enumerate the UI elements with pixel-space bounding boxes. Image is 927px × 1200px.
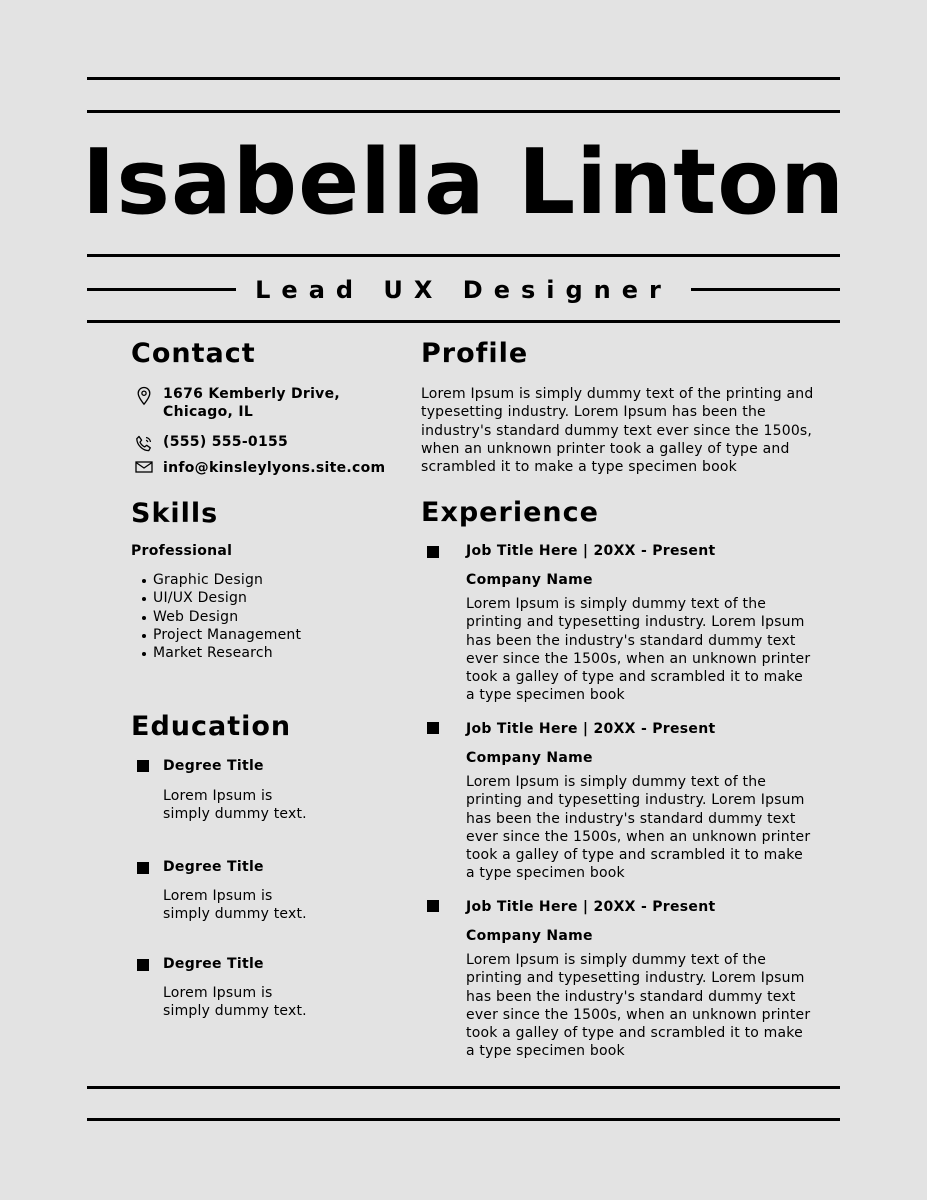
job-title: Job Title Here | 20XX - Present — [466, 543, 716, 559]
company-name: Company Name — [466, 572, 593, 588]
education-heading: Education — [131, 711, 292, 742]
phone-icon — [131, 434, 157, 452]
education-bullet — [137, 760, 149, 772]
skill-item: Market Research — [131, 644, 301, 662]
experience-bullet — [427, 900, 439, 912]
education-bullet — [137, 959, 149, 971]
address-line-1: 1676 Kemberly Drive, — [163, 386, 341, 402]
envelope-icon — [131, 460, 157, 478]
skill-item: UI/UX Design — [131, 589, 301, 607]
contact-phone — [131, 433, 288, 452]
skill-item: Graphic Design — [131, 571, 301, 589]
experience-bullet — [427, 722, 439, 734]
job-title: Job Title Here | 20XX - Present — [466, 721, 716, 737]
role-divider-top — [87, 254, 840, 257]
role-divider-bottom — [87, 320, 840, 323]
job-title: Job Title Here | 20XX - Present — [466, 899, 716, 915]
bottom-divider-2 — [87, 1118, 840, 1121]
contact-heading: Contact — [131, 338, 256, 369]
profile-heading: Profile — [421, 338, 529, 369]
job-role: Lead UX Designer — [255, 276, 672, 304]
skills-heading: Skills — [131, 498, 219, 529]
skill-item: Project Management — [131, 626, 301, 644]
experience-bullet — [427, 546, 439, 558]
role-divider-left — [87, 288, 236, 291]
skill-item: Web Design — [131, 608, 301, 626]
bottom-divider-1 — [87, 1086, 840, 1089]
location-pin-icon — [131, 386, 157, 404]
phone-number: (555) 555-0155 — [163, 434, 289, 450]
role-divider-right — [691, 288, 840, 291]
degree-title: Degree Title — [163, 859, 264, 875]
contact-email — [131, 459, 385, 478]
resume-name: Isabella Linton — [81, 130, 846, 235]
company-name: Company Name — [466, 750, 593, 766]
job-description: Lorem Ipsum is simply dummy text of the printing and typesetting industry. Lorem Ipsum has been the industry's standard dummy text ever since the 1500s, when an unknown printer took a galley of type and scrambled it to make a type specimen book — [466, 596, 811, 704]
address-line-2: Chicago, IL — [163, 404, 254, 420]
job-description: Lorem Ipsum is simply dummy text of the printing and typesetting industry. Lorem Ipsum has been the industry's standard dummy text ever since the 1500s, when an unknown printer took a galley of type and scrambled it to make a type specimen book — [466, 774, 811, 882]
education-bullet — [137, 862, 149, 874]
skills-list — [131, 571, 301, 662]
email-address: info@kinsleylyons.site.com — [163, 460, 386, 476]
top-divider-2 — [87, 110, 840, 113]
degree-description: Lorem Ipsum is simply dummy text. — [163, 788, 307, 823]
degree-title: Degree Title — [163, 758, 264, 774]
top-divider-1 — [87, 77, 840, 80]
experience-heading: Experience — [421, 497, 599, 528]
degree-description: Lorem Ipsum is simply dummy text. — [163, 985, 307, 1020]
job-description: Lorem Ipsum is simply dummy text of the printing and typesetting industry. Lorem Ipsum has been the industry's standard dummy text ever since the 1500s, when an unknown printer took a galley of type and scrambled it to make a type specimen book — [466, 952, 811, 1060]
degree-title: Degree Title — [163, 956, 264, 972]
profile-text: Lorem Ipsum is simply dummy text of the printing and typesetting industry. Lorem Ipsum has been the industry's standard dummy text ever since the 1500s, when an unknown printer took a galley of type and scrambled it to make a type specimen book — [421, 386, 814, 476]
company-name: Company Name — [466, 928, 593, 944]
degree-description: Lorem Ipsum is simply dummy text. — [163, 888, 307, 923]
contact-address — [131, 385, 340, 421]
skills-subheading: Professional — [131, 543, 233, 559]
